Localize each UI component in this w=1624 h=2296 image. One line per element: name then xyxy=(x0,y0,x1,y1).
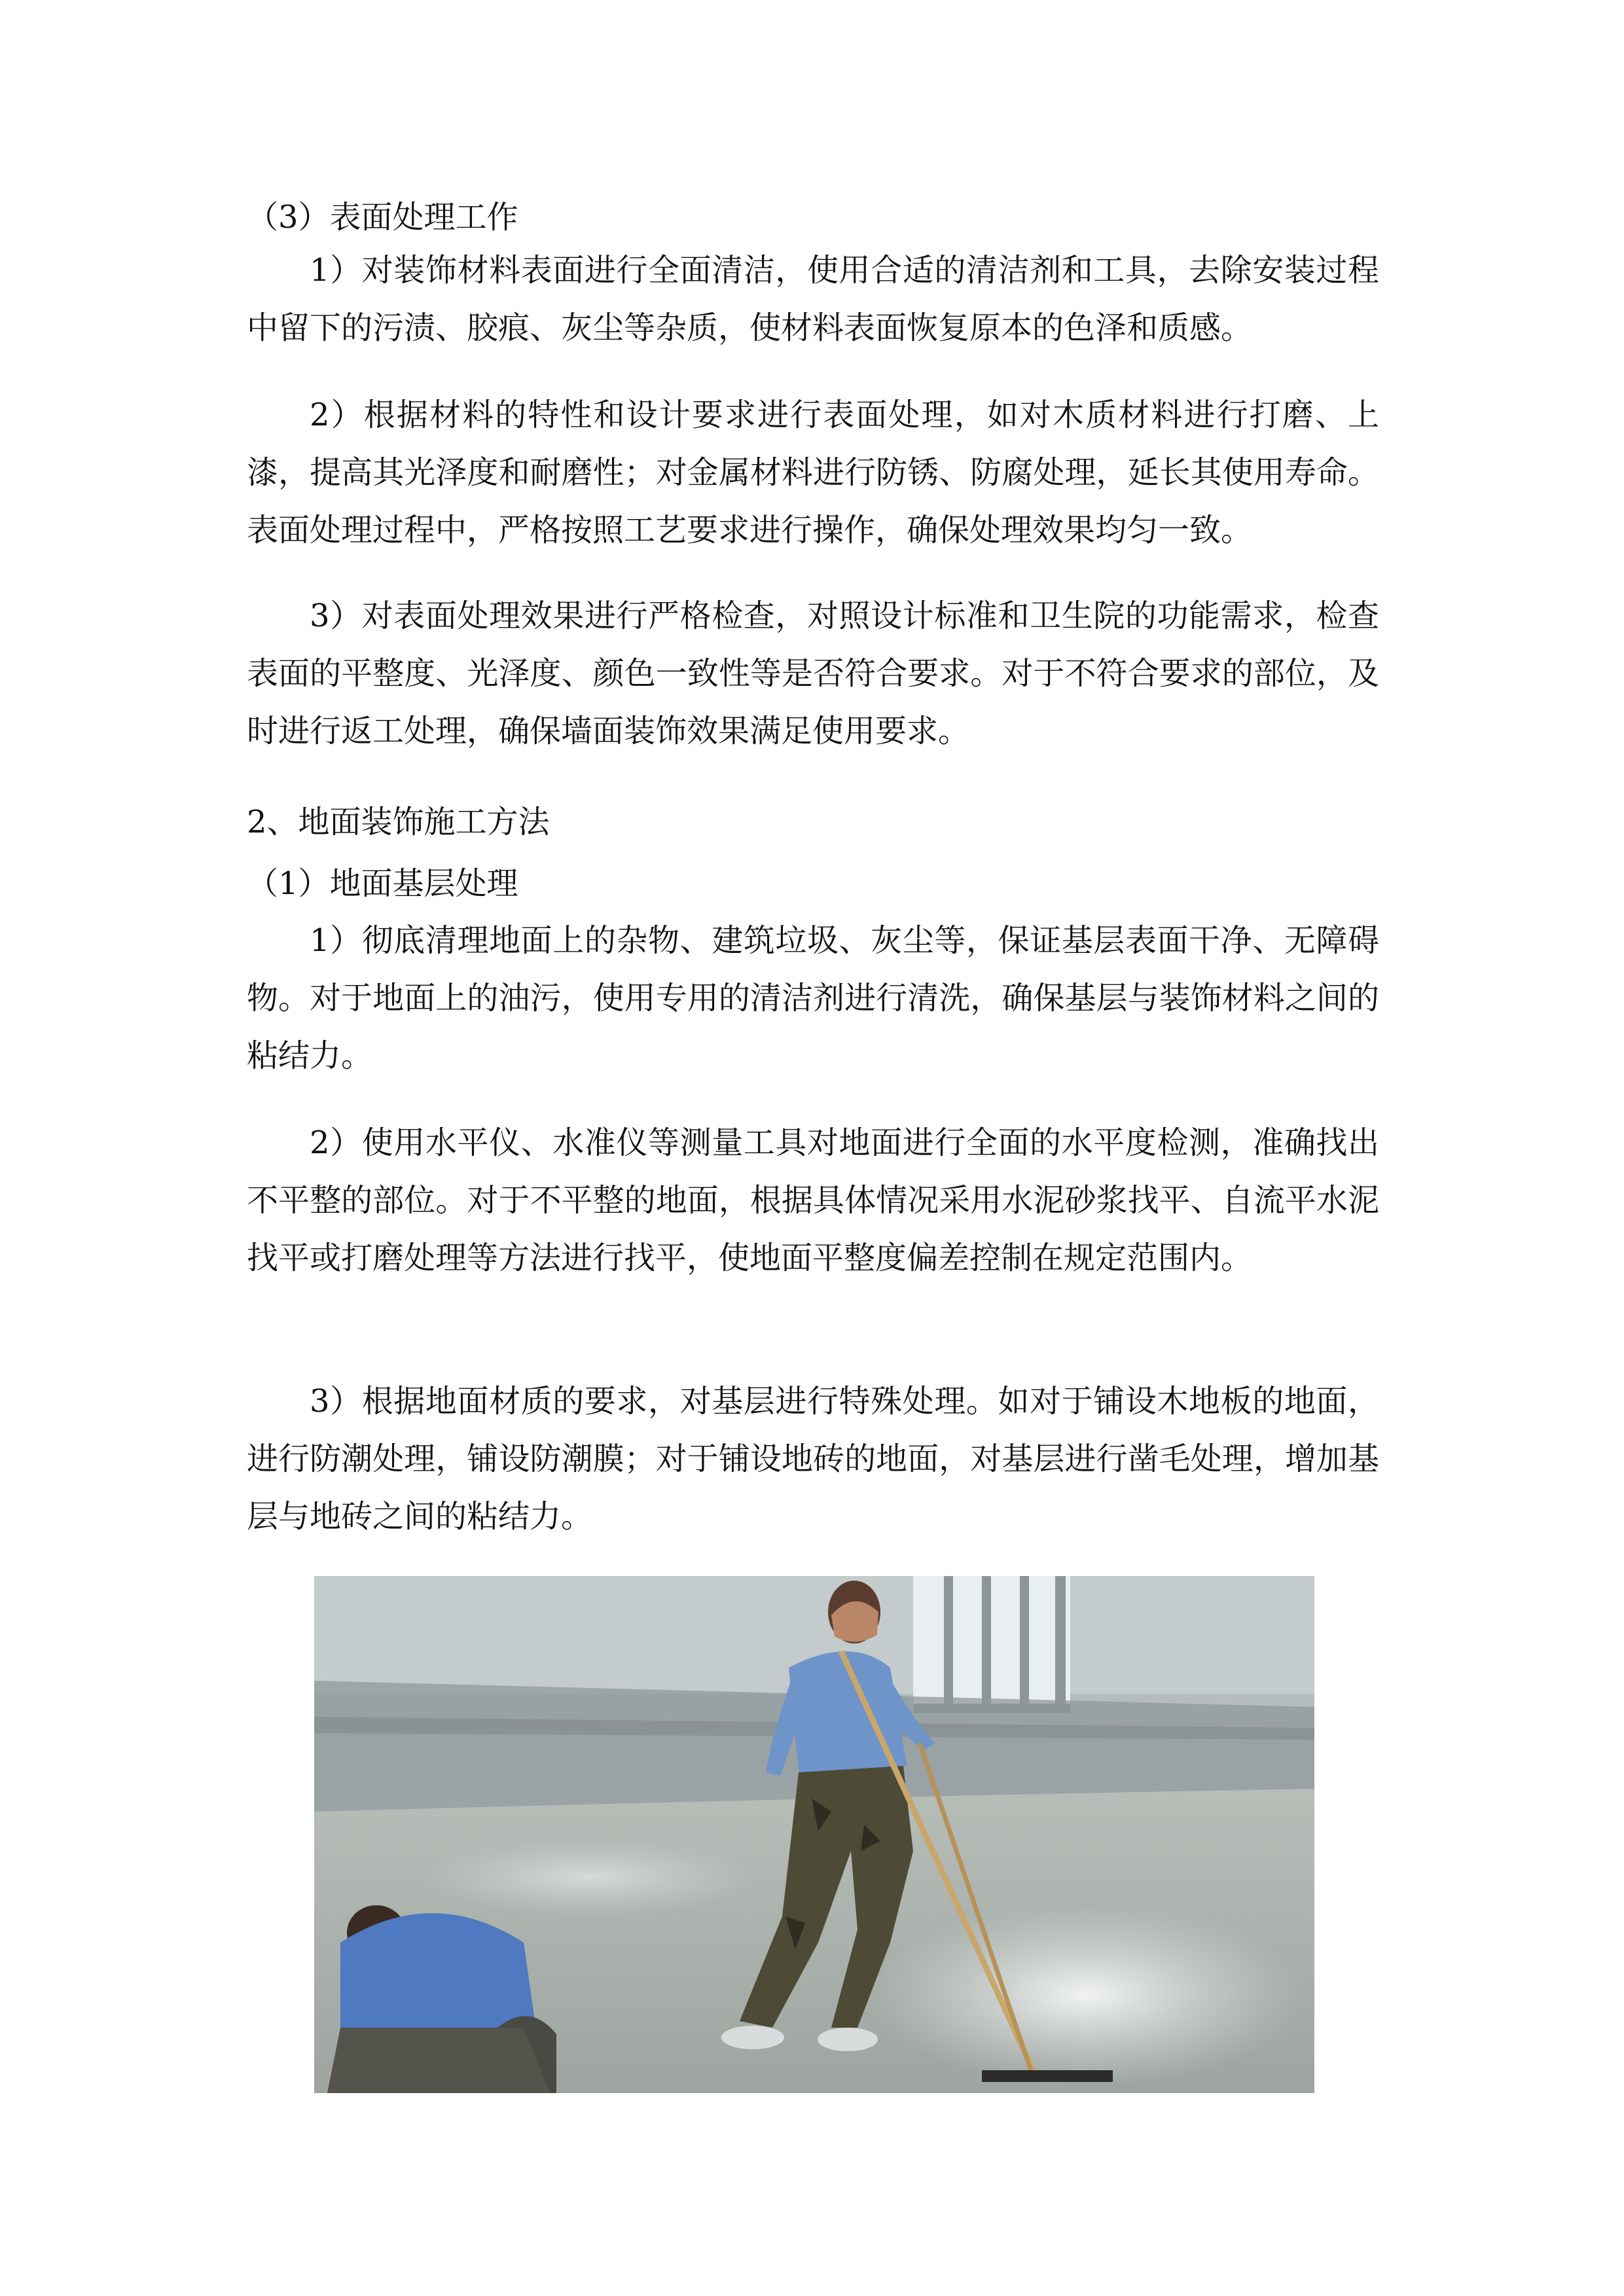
paragraph-floor-leveling: 2）使用水平仪、水准仪等测量工具对地面进行全面的水平度检测，准确找出不平整的部位。对于不平整的地面，根据具体情况采用水泥砂浆找平、自流平水泥找平或打磨处理等方法进行找平，使地面平整度偏差控制在规定范围内。 xyxy=(247,1124,1379,1276)
paragraph-inspection: 3）对表面处理效果进行严格检查，对照设计标准和卫生院的功能需求，检查表面的平整度、光泽度、颜色一致性等是否符合要求。对于不符合要求的部位，及时进行返工处理，确保墙面装饰效果满足使用要求。 xyxy=(247,598,1379,749)
paragraph-surface-processing: 2）根据材料的特性和设计要求进行表面处理，如对木质材料进行打磨、上漆，提高其光泽度和耐磨性；对金属材料进行防锈、防腐处理，延长其使用寿命。表面处理过程中，严格按照工艺要求进行操作，确保处理效果均匀一致。 xyxy=(247,397,1379,548)
section-heading-surface-treatment: （3）表面处理工作 xyxy=(247,199,518,236)
paragraph-floor-cleaning: 1）彻底清理地面上的杂物、建筑垃圾、灰尘等，保证基层表面干净、无障碍物。对于地面上的油污，使用专用的清洁剂进行清洗，确保基层与装饰材料之间的粘结力。 xyxy=(247,922,1379,1074)
section-heading-floor-decoration: 2、地面装饰施工方法 xyxy=(247,804,550,840)
construction-photo xyxy=(314,1576,1314,2093)
paragraph-cleaning: 1）对装饰材料表面进行全面清洁，使用合适的清洁剂和工具，去除安装过程中留下的污渍、胶痕、灰尘等杂质，使材料表面恢复原本的色泽和质感。 xyxy=(247,252,1379,346)
paragraph-floor-special-treatment: 3）根据地面材质的要求，对基层进行特殊处理。如对于铺设木地板的地面，进行防潮处理，铺设防潮膜；对于铺设地砖的地面，对基层进行凿毛处理，增加基层与地砖之间的粘结力。 xyxy=(247,1383,1379,1535)
subsection-heading-floor-base: （1）地面基层处理 xyxy=(247,865,518,902)
construction-photo-illustration xyxy=(314,1576,1314,2093)
